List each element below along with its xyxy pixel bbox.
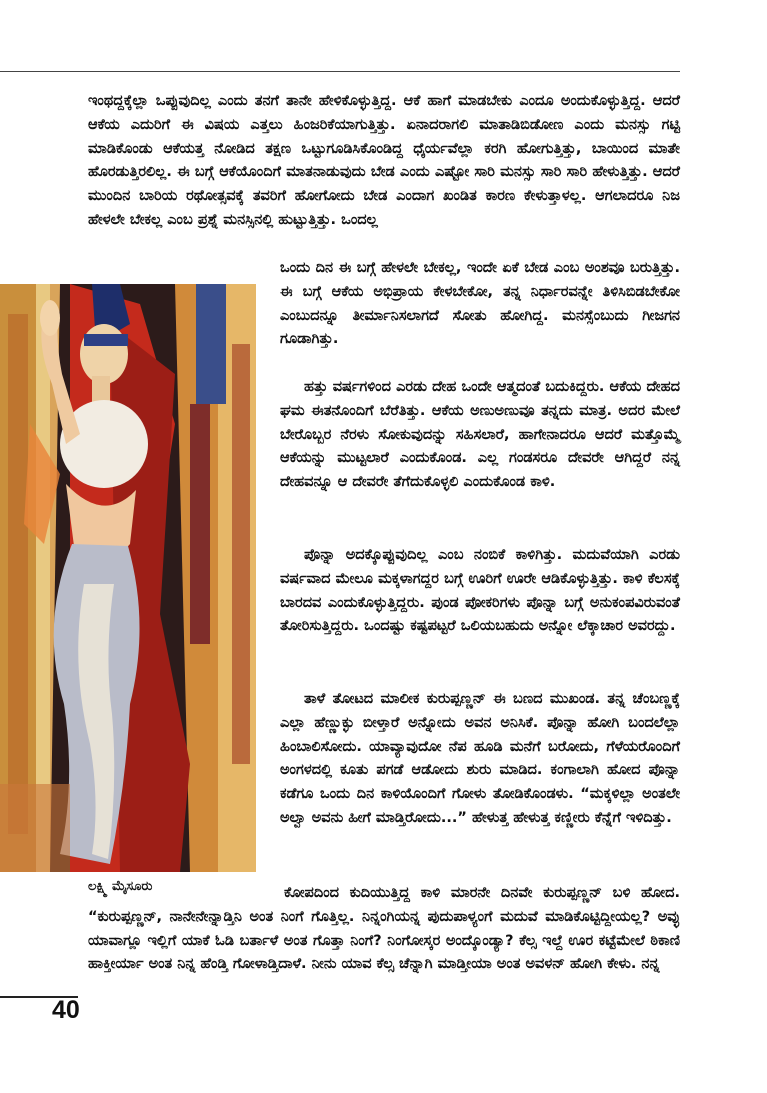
- page-number: 40: [52, 996, 80, 1024]
- painting-artwork: [0, 284, 256, 872]
- paragraph-3: ಹತ್ತು ವರ್ಷಗಳಿಂದ ಎರಡು ದೇಹ ಒಂದೇ ಆತ್ಮದಂತೆ ಬದುಕಿದ್ದರು. ಆಕೆಯ ದೇಹದ ಘಮ ಈತನೊಂದಿಗೆ ಬೆರೆತಿತ್ತು. ಆಕೆಯ ಅಣುಅಣುವೂ ತನ್ನದು ಮಾತ್ರ. ಅದರ ಮೇಲೆ ಬೇರೊಬ್ಬರ ನೆರಳು ಸೋಕುವುದನ್ನು ಸಹಿಸಲಾರೆ, ಹಾಗೇನಾದರೂ ಆದರೆ ಮತ್ತೊಮ್ಮೆ ಆಕೆಯನ್ನು ಮುಟ್ಟಲಾರೆ ಎಂದುಕೊಂಡ. ಎಲ್ಲ ಗಂಡಸರೂ ದೇವರೇ ಆಗಿದ್ದರೆ ನನ್ನ ದೇಹವನ್ನೂ ಆ ದೇವರೇ ತೆಗೆದುಕೊಳ್ಳಲಿ ಎಂದುಕೊಂಡ ಕಾಳಿ.: [280, 379, 680, 491]
- paragraph-5: ತಾಳೆ ತೋಟದ ಮಾಲೀಕ ಕುರುಪ್ಪಣ್ಣನ್ ಈ ಬಣದ ಮುಖಂಡ. ತನ್ನ ಚೆಂಬಣ್ಣಕ್ಕೆ ಎಲ್ಲಾ ಹೆಣ್ಣುಕ್ಳು ಬೀಳ್ತಾರೆ ಅನ್ನೋದು ಅವನ ಅನಿಸಿಕೆ. ಪೊನ್ನಾ ಹೋಗಿ ಬಂದಲೆಲ್ಲಾ ಹಿಂಬಾಲಿಸೋದು. ಯಾವ್ಯಾವುದೋ ನೆಪ ಹೂಡಿ ಮನೆಗೆ ಬರೋದು, ಗೆಳೆಯರೊಂದಿಗೆ ಅಂಗಳದಲ್ಲಿ ಕೂತು ಪಗಡೆ ಆಡೋದು ಶುರು ಮಾಡಿದ. ಕಂಗಾಲಾಗಿ ಹೋದ ಪೊನ್ನಾ ಕಡೆಗೂ ಒಂದು ದಿನ ಕಾಳಿಯೊಂದಿಗೆ ಗೋಳು ತೋಡಿಕೊಂಡಳು. “ಮಕ್ಕಳಿಲ್ಲಾ ಅಂತಲೇ ಅಲ್ವಾ ಅವನು ಹೀಗೆ ಮಾಡ್ತಿರೋದು...” ಹೇಳುತ್ತ ಹೇಳುತ್ತ ಕಣ್ಣೀರು ಕೆನ್ನೆಗೆ ಇಳಿದಿತ್ತು.: [280, 691, 680, 826]
- painting-illustration: [0, 284, 256, 872]
- paragraph-4: ಪೊನ್ನಾ ಅದಕ್ಕೊಪ್ಪುವುದಿಲ್ಲ ಎಂಬ ನಂಬಿಕೆ ಕಾಳಿಗಿತ್ತು. ಮದುವೆಯಾಗಿ ಎರಡು ವರ್ಷವಾದ ಮೇಲೂ ಮಕ್ಕಳಾಗದ್ದರ ಬಗ್ಗೆ ಊರಿಗೆ ಊರೇ ಆಡಿಕೊಳ್ಳುತ್ತಿತ್ತು. ಕಾಳಿ ಕೆಲಸಕ್ಕೆ ಬಾರದವ ಎಂದುಕೊಳ್ಳುತ್ತಿದ್ದರು. ಪುಂಡ ಪೋಕರಿಗಳು ಪೊನ್ನಾ ಬಗ್ಗೆ ಅನುಕಂಪವಿರುವಂತೆ ತೋರಿಸುತ್ತಿದ್ದರು. ಒಂದಷ್ಟು ಕಷ್ಟಪಟ್ಟರೆ ಒಲಿಯಬಹುದು ಅನ್ನೋ ಲೆಕ್ಕಾಚಾರ ಅವರದ್ದು.: [280, 547, 680, 635]
- paragraph-6: ಕೋಪದಿಂದ ಕುದಿಯುತ್ತಿದ್ದ ಕಾಳಿ ಮಾರನೇ ದಿನವೇ ಕುರುಪ್ಪಣ್ಣನ್ ಬಳಿ ಹೋದ. “ಕುರುಪ್ಪಣ್ಣನ್, ನಾನೇನೇನ್ನಾಡ್ತಿನಿ ಅಂತ ನಿಂಗೆ ಗೊತ್ತಿಲ್ಲ. ನಿನ್ನಂಗಿಯನ್ನ ಪುದುಪಾಳ್ಯಂಗೆ ಮದುವೆ ಮಾಡಿಕೊಟ್ಟಿದ್ದೀಯಲ್ಲ? ಅವ್ಳು ಯಾವಾಗ್ಲೂ ಇಲ್ಲಿಗೆ ಯಾಕೆ ಓಡಿ ಬರ್ತಾಳೆ ಅಂತ ಗೊತ್ತಾ ನಿಂಗೆ? ನಿಂಗೋಸ್ಕರ ಅಂದ್ಕೊಂಡ್ಯಾ? ಕೆಲ್ಸ ಇಲ್ದೆ ಊರ ಕಟ್ಟೆಮೇಲೆ ಠಿಕಾಣಿ ಹಾಕ್ತೀರ್ಯಾ ಅಂತ ನಿನ್ನ ಹೆಂಡ್ತಿ ಗೋಳಾಡ್ತಿದಾಳೆ. ನೀನು ಯಾವ ಕೆಲ್ಸ ಚೆನ್ನಾಗಿ ಮಾಡ್ತೀಯಾ ಅಂತ ಅವಳನ್ ಹೋಗಿ ಕೇಳು. ನನ್ನ: [88, 885, 680, 973]
- illustration-caption: ಲಕ್ಷ್ಮಿ ಮೈಸೂರು: [88, 879, 153, 894]
- paragraph-1: ಇಂಥದ್ದಕ್ಕೆಲ್ಲಾ ಒಪ್ಪುವುದಿಲ್ಲ ಎಂದು ತನಗೆ ತಾನೇ ಹೇಳಿಕೊಳ್ಳುತ್ತಿದ್ದ. ಆಕೆ ಹಾಗೆ ಮಾಡಬೇಕು ಎಂದೂ ಅಂದುಕೊಳ್ಳುತ್ತಿದ್ದ. ಆದರೆ ಆಕೆಯ ಎದುರಿಗೆ ಈ ವಿಷಯ ಎತ್ತಲು ಹಿಂಜರಿಕೆಯಾಗುತ್ತಿತ್ತು. ಏನಾದರಾಗಲಿ ಮಾತಾಡಿಬಿಡೋಣ ಎಂದು ಮನಸ್ಸು ಗಟ್ಟಿ ಮಾಡಿಕೊಂಡು ಆಕೆಯತ್ತ ನೋಡಿದ ತಕ್ಷಣ ಒಟ್ಟುಗೂಡಿಸಿಕೊಂಡಿದ್ದ ಧೈರ್ಯವೆಲ್ಲಾ ಕರಗಿ ಹೋಗುತ್ತಿತ್ತು, ಬಾಯಿಂದ ಮಾತೇ ಹೊರಡುತ್ತಿರಲಿಲ್ಲ. ಈ ಬಗ್ಗೆ ಆಕೆಯೊಂದಿಗೆ ಮಾತನಾಡುವುದು ಬೇಡ ಎಂದು ಎಷ್ಟೋ ಸಾರಿ ಮನಸ್ಸು ಸಾರಿ ಸಾರಿ ಹೇಳುತ್ತಿತ್ತು. ಆದರೆ ಮುಂದಿನ ಬಾರಿಯ ರಥೋತ್ಸವಕ್ಕೆ ತವರಿಗೆ ಹೋಗೋದು ಬೇಡ ಎಂದಾಗ ಖಂಡಿತ ಕಾರಣ ಕೇಳುತ್ತಾಳಲ್ಲ. ಆಗಲಾದರೂ ನಿಜ ಹೇಳಲೇ ಬೇಕಲ್ಲ ಎಂಬ ಪ್ರಶ್ನೆ ಮನಸ್ಸಿನಲ್ಲಿ ಹುಟ್ಟುತ್ತಿತ್ತು. ಒಂದಲ್ಲ: [88, 93, 680, 228]
- paragraph-2: ಒಂದು ದಿನ ಈ ಬಗ್ಗೆ ಹೇಳಲೇ ಬೇಕಲ್ಲ, ಇಂದೇ ಏಕೆ ಬೇಡ ಎಂಬ ಅಂಶವೂ ಬರುತ್ತಿತ್ತು. ಈ ಬಗ್ಗೆ ಆಕೆಯ ಅಭಿಪ್ರಾಯ ಕೇಳಬೇಕೋ, ತನ್ನ ನಿರ್ಧಾರವನ್ನೇ ತಿಳಿಸಿಬಿಡಬೇಕೋ ಎಂಬುದನ್ನೂ ತೀರ್ಮಾನಿಸಲಾಗದೆ ಸೋತು ಹೋಗಿದ್ದ. ಮನಸ್ಸೆಂಬುದು ಗೀಜಗನ ಗೂಡಾಗಿತ್ತು.: [280, 260, 680, 348]
- header-rule: [0, 71, 680, 72]
